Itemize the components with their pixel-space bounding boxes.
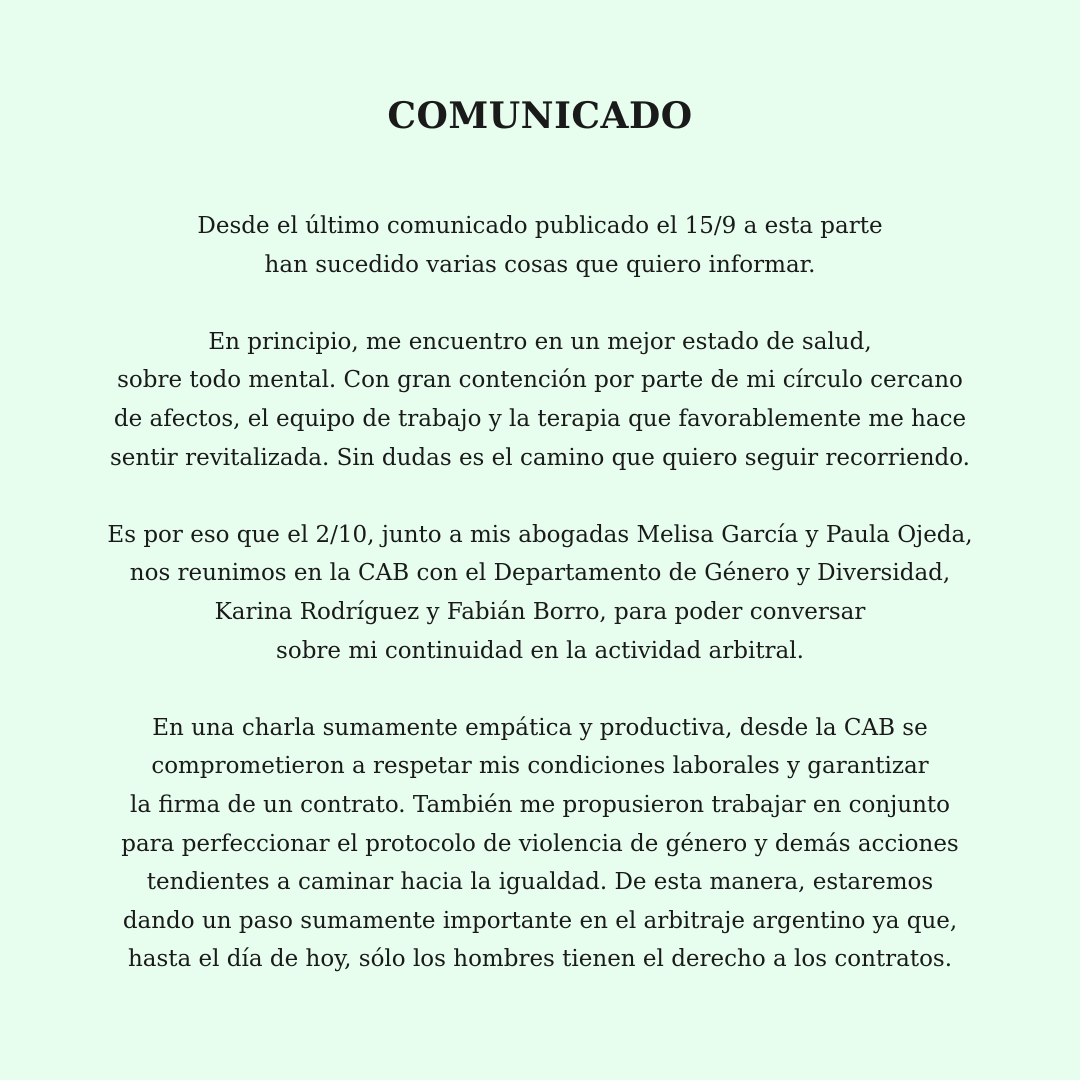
text-line: En principio, me encuentro en un mejor estado de salud, [208,328,872,355]
text-line: sentir revitalizada. Sin dudas es el camino que quiero seguir recorriendo. [109,444,970,471]
text-line: sobre mi continuidad en la actividad arbitral. [276,637,804,664]
text-line: En una charla sumamente empática y productiva, desde la CAB se [152,714,928,741]
paragraph-3 [60,516,1020,670]
text-line: la firma de un contrato. También me propusieron trabajar en conjunto [129,791,951,818]
statement-title: COMUNICADO [387,95,693,137]
text-line: de afectos, el equipo de trabajo y la terapia que favorablemente me hace [113,405,967,432]
text-line: sobre todo mental. Con gran contención por parte de mi círculo cercano [117,367,963,394]
paragraph-2 [60,323,1020,477]
text-line: han sucedido varias cosas que quiero informar. [264,251,816,278]
text-line: dando un paso sumamente importante en el arbitraje argentino ya que, [122,907,958,934]
text-line: tendientes a caminar hacia la igualdad. De esta manera, estaremos [146,869,934,896]
text-line: nos reunimos en la CAB con el Departamento de Género y Diversidad, [129,560,951,587]
text-line: Desde el último comunicado publicado el 15/9 a esta parte [197,213,883,239]
text-line: Karina Rodríguez y Fabián Borro, para poder conversar [214,598,866,625]
text-line: comprometieron a respetar mis condiciones laborales y garantizar [151,753,929,780]
text-line: para perfeccionar el protocolo de violencia de género y demás acciones [121,830,959,857]
paragraph-4 [60,709,1020,979]
paragraph-1 [60,207,1020,284]
text-line: Es por eso que el 2/10, junto a mis abogadas Melisa García y Paula Ojeda, [107,521,973,548]
text-line: hasta el día de hoy, sólo los hombres tienen el derecho a los contratos. [127,946,953,973]
statement-body [60,207,1020,979]
